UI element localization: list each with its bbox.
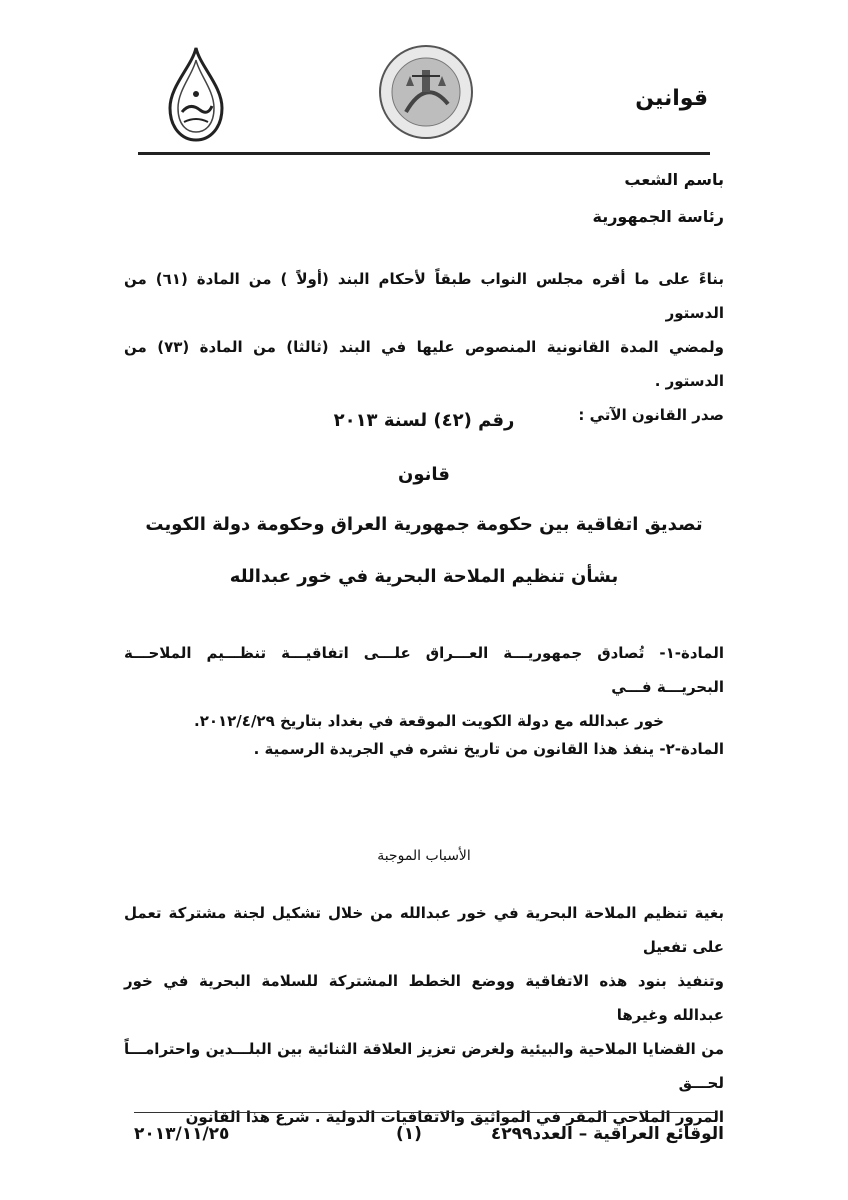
reasons-line: المرور الملاحي المقر في المواثيق والاتفاقيات الدولية . شرع هذا القانون — [185, 1108, 724, 1126]
footer-divider — [134, 1112, 716, 1113]
reasons-line: من القضايا الملاحية والبيئية ولغرض تعزيز العلاقة الثنائية بين البلـــدين واحترامـــاً لحـــق — [124, 1040, 724, 1092]
preamble-line: بناءً على ما أقره مجلس النواب طبقاً لأحكام البند (أولاً ) من المادة (٦١) من الدستور — [124, 270, 724, 322]
reasons-line: وتنفيذ بنود هذه الاتفاقية ووضع الخطط المشتركة للسلامة البحرية في خور عبدالله وغيرها — [124, 972, 724, 1024]
article-2 — [124, 732, 724, 766]
article-2-line1: المادة-٢- ينفذ هذا القانون من تاريخ نشره في الجريدة الرسمية . — [253, 740, 724, 758]
reasons-text — [124, 896, 724, 1134]
law-number: رقم (٤٢) لسنة ٢٠١٣ — [333, 410, 515, 431]
preamble-text — [124, 262, 724, 432]
article-1 — [124, 636, 724, 738]
law-title-line1: تصديق اتفاقية بين حكومة جمهورية العراق وحكومة دولة الكويت — [145, 514, 703, 535]
footer-date: ٢٠١٣/١١/٢٥ — [134, 1124, 230, 1144]
gazette-logo — [160, 46, 232, 142]
footer-page-number: (١) — [396, 1124, 422, 1144]
article-1-line1: المادة-١- تُصادق جمهوريـــة العـــراق علـــى اتفاقيـــة تنظـــيم الملاحـــة البحريـــة فـــي — [124, 644, 724, 696]
header-divider — [138, 152, 710, 155]
law-type: قانون — [398, 464, 450, 485]
presidency-label: رئاسة الجمهورية — [592, 207, 724, 226]
reasons-line: بغية تنظيم الملاحة البحرية في خور عبدالله من خلال تشكيل لجنة مشتركة تعمل على تفعيل — [124, 904, 724, 956]
ministry-seal-logo — [376, 42, 476, 142]
article-1-line2: خور عبدالله مع دولة الكويت الموقعة في بغداد بتاريخ ٢٠١٢/٤/٢٩. — [193, 712, 664, 730]
preamble-line: صدر القانون الآتي : — [578, 406, 724, 424]
law-title-line2: بشأن تنظيم الملاحة البحرية في خور عبدالله — [229, 566, 619, 587]
preamble-line: ولمضي المدة القانونية المنصوص عليها في البند (ثالثا) من المادة (٧٣) من الدستور . — [124, 338, 724, 390]
footer-gazette: الوقائع العراقية – العدد٤٢٩٩ — [490, 1124, 724, 1144]
seal-icon — [376, 42, 476, 142]
section-title: قوانين — [635, 86, 708, 111]
gazette-emblem-icon — [160, 46, 232, 142]
name-of-people: باسم الشعب — [624, 170, 724, 189]
reasons-heading: الأسباب الموجبة — [377, 848, 471, 864]
